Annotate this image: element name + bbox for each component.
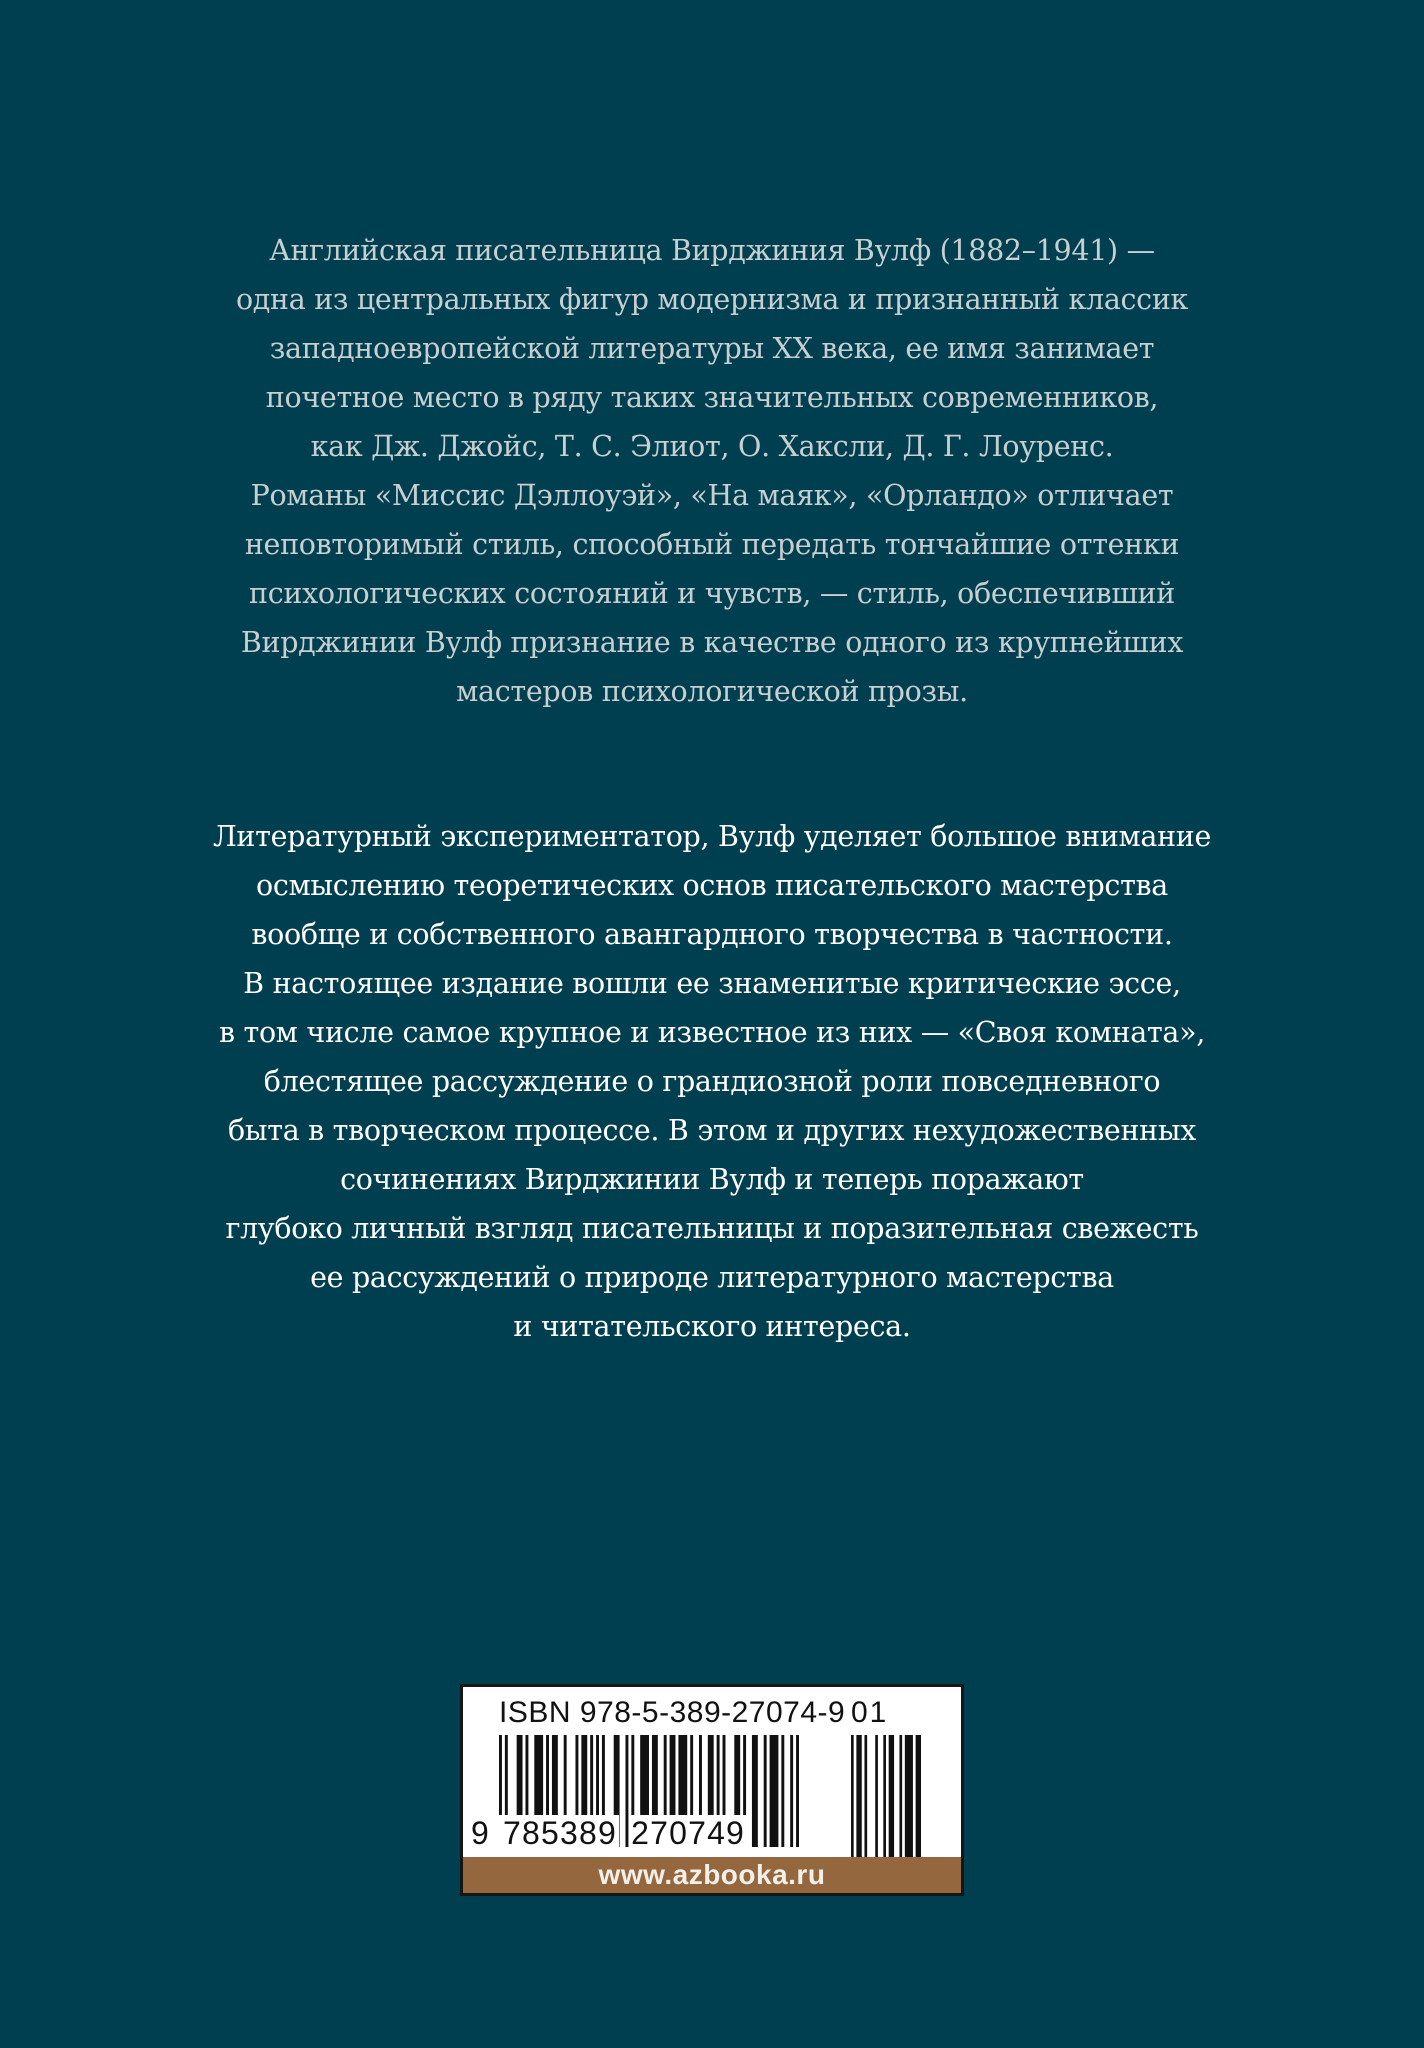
blurb-line: неповторимый стиль, способный передать тончайшие оттенки [244,528,1180,561]
blurb-line: одна из центральных фигур модернизма и признанный классик [235,283,1189,316]
ean-left-group: 785389 [503,1815,617,1851]
blurb-line: в том числе самое крупное и известное из них — «Своя комната», [218,1016,1206,1049]
barcode-bar [864,1735,867,1871]
barcode-bar [883,1735,886,1871]
barcode-bar [856,1735,861,1871]
blurb-line: ее рассуждений о природе литературного мастерства [310,1261,1114,1294]
blurb-line: быта в творческом процессе. В этом и других нехудожественных [227,1114,1197,1147]
blurb-line: и читательского интереса. [513,1310,911,1343]
ean-right-group: 270749 [631,1815,746,1851]
ean-first-digit: 9 [471,1815,501,1851]
barcode-bar [875,1735,878,1871]
barcode-bar [905,1735,913,1871]
author-description-paragraph [212,226,1212,716]
isbn-barcode [460,1684,964,1896]
blurb-line: Английская писательница Вирджиния Вулф (1882–1941) — [269,234,1155,267]
blurb-line: Литературный экспериментатор, Вулф уделяет большое внимание [212,820,1212,853]
blurb-line: осмыслению теоретических основ писательского мастерства [256,869,1168,902]
blurb-line: Вирджинии Вулф признание в качестве одного из крупнейших [240,626,1184,659]
barcode-bar [851,1735,854,1871]
blurb-line: Романы «Миссис Дэллоуэй», «На маяк», «Орландо» отличает [250,479,1174,512]
blurb-line: почетное место в ряду таких значительных современников, [265,381,1159,414]
ean-digits [471,1815,811,1851]
publisher-url: www.azbooka.ru [463,1857,961,1893]
blurb-line: западноевропейской литературы XX века, ее имя занимает [269,332,1155,365]
blurb-line: психологических состояний и чувств, — стиль, обеспечивший [249,577,1175,610]
blurb-line: мастеров психологической прозы. [456,675,968,708]
barcode-addon-bars [851,1735,921,1871]
blurb-line: сочинениях Вирджинии Вулф и теперь поражают [340,1163,1084,1196]
blurb-line: глубоко личный взгляд писательницы и поразительная свежесть [225,1212,1199,1245]
blurb-line: вообще и собственного авангардного творчества в частности. [251,918,1173,951]
barcode-bar [899,1735,902,1871]
isbn-label: ISBN 978-5-389-27074-9 [499,1696,846,1729]
book-description-paragraph [212,812,1212,1351]
barcode-addon-label: 01 [851,1696,889,1729]
blurb-line: как Дж. Джойс, Т. С. Элиот, О. Хаксли, Д. Г. Лоуренс. [310,430,1114,463]
blurb-line: блестящее рассуждение о грандиозной роли повседневного [263,1065,1161,1098]
barcode-bar [889,1735,894,1871]
blurb-line: В настоящее издание вошли ее знаменитые критические эссе, [243,967,1181,1000]
barcode-bar [916,1735,921,1871]
